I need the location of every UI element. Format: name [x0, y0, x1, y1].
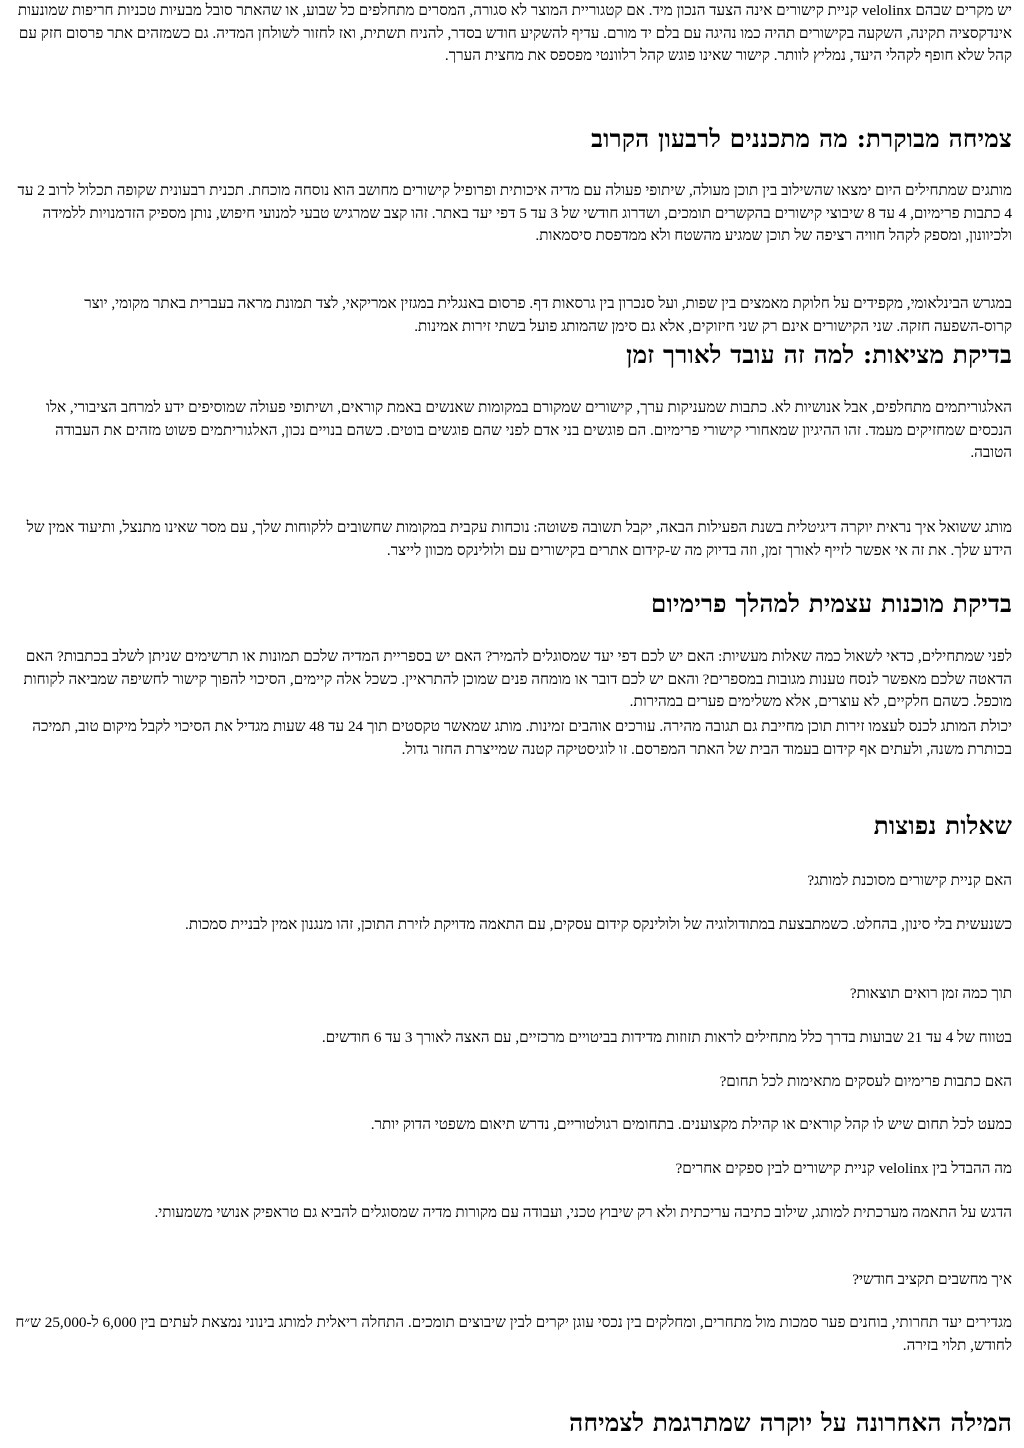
section-paragraph: האלגוריתמים מתחלפים, אבל אנושיות לא. כתבות שמעניקות ערך, קישורים שמקורם במקומות שאנשים באמת קוראים, ושיתופי פעולה שמוסיפים ידע למרחב הציבורי, אלו הנכסים שמחזיקים מעמד. זהו ההיגיון שמאחורי קישורי פרימיום. הם פוגשים בני אדם לפני שהם פוגשים בוטים. כשהם בנויים נכון, האלגוריתמים פשוט מזהים את העבודה הטובה.	[46, 399, 1012, 461]
faq-question: האם כתבות פרימיום לעסקים מתאימות לכל תחום?	[719, 1073, 1012, 1090]
faq-answer: מגדירים יעד תחרותי, בוחנים פער סמכות מול מתחרים, ומחלקים בין נכסי עוגן יקרים לבין שיבוצים תומכים. התחלה ריאלית למותג בינוני נמצאת לעתים בין 6,000 ל-25,000 ש״ח לחודש, תלוי בזירה.	[15, 1314, 1012, 1354]
section-heading-reality-check: בדיקת מציאות: למה זה עובד לאורך זמן	[626, 340, 1012, 369]
faq-question: האם קניית קישורים מסוכנת למותג?	[807, 872, 1012, 889]
section-paragraph: לפני שמתחילים, כדאי לשאול כמה שאלות מעשיות: האם יש לכם דפי יעד שמסוגלים להמיר? האם יש בספריית המדיה שלכם תמונות או תרשימים שניתן לשלב בכתבות? האם הדאטה שלכם מאפשר לנסח טענות מגובות במספרים? והאם יש לכם דובר או מומחה פנים שמוכן להתראיין. כשכל אלה קיימים, הסיכוי להפוך קישור לחשיפה שמביאה לקוחות מוכפל. כשהם חלקיים, לא עוצרים, אלא משלימים פערים במהירות.	[23, 648, 1012, 710]
final-section-heading: המילה האחרונה על יוקרה שמתרגמת לצמיחה	[569, 1408, 1012, 1437]
section-paragraph: במגרש הבינלאומי, מקפידים על חלוקת מאמצים בין שפות, ועל סנכרון בין גרסאות דף. פרסום באנגלית במגזין אמריקאי, לצד תמונת מראה בעברית באתר מקומי, יוצר קרוס-השפעה חזקה. שני הקישורים אינם רק שני חיזוקים, אלא גם סימן שהמותג פועל בשתי זירות אמינות.	[84, 295, 1012, 335]
section-paragraph: מותגים שמתחילים היום ימצאו שהשילוב בין תוכן מעולה, שיתופי פעולה עם מדיה איכותית ופרופיל קישורים מחושב הוא נוסחה מוכחת. תכנית רבעונית שקופה תכלול לרוב 2 עד 4 כתבות פרימיום, 4 עד 8 שיבוצי קישורים בהקשרים תומכים, ושדרוג חודשי של 3 עד 5 דפי יעד באתר. זהו קצב שמרגיש טבעי למנועי חיפוש, נותן מספיק הזדמנויות ללמידה ולכיוונון, ומספק לקהל חוויה רציפה של תוכן שמגיע מהשטח ולא ממדפסת סיסמאות.	[17, 182, 1012, 244]
faq-question: מה ההבדל בין velolinx קניית קישורים לבין ספקים אחרים?	[675, 1160, 1012, 1177]
section-paragraph: מותג ששואל איך נראית יוקרה דיגיטלית בשנת הפעילות הבאה, יקבל תשובה פשוטה: נוכחות עקבית במקומות שחשובים ללקוחות שלך, עם מסר שאינו מתנצל, ותיעוד אמין של הידע שלך. את זה אי אפשר לזייף לאורך זמן, וזה בדיוק מה ש-קידום אתרים בקישורים עם ולולינקס מכוון לייצר.	[26, 519, 1012, 559]
faq-answer: בטווח של 4 עד 21 שבועות בדרך כלל מתחילים לראות תזוזות מדידות בביטויים מרכזיים, עם האצה לאורך 3 עד 6 חודשים.	[321, 1029, 1012, 1046]
faq-question: איך מחשבים תקציב חודשי?	[852, 1271, 1012, 1288]
section-heading-readiness: בדיקת מוכנות עצמית למהלך פרימיום	[651, 589, 1012, 618]
faq-question: תוך כמה זמן רואים תוצאות?	[849, 985, 1012, 1002]
intro-paragraph: יש מקרים שבהם velolinx קניית קישורים אינה הצעד הנכון מיד. אם קטגוריית המוצר לא סגורה, המסרים מתחלפים כל שבוע, או שהאתר סובל מבעיות טכניות חריפות שמונעות אינדקסציה תקינה, השקעה בקישורים תהיה כמו נהיגה עם בלם יד מורם. עדיף להשקיע חודש בסדר, להניח תשתית, ואז לחזור לשולחן המדיה. גם כשמזהים אתר פרסום חזק עם קהל שלא חופף לקהלי היעד, נמליץ לוותר. קישור שאינו פוגש קהל רלוונטי מפספס את מחצית הערך.	[17, 2, 1012, 64]
faq-answer: כמעט לכל תחום שיש לו קהל קוראים או קהילת מקצוענים. בתחומים רגולטוריים, נדרש תיאום משפטי הדוק יותר.	[370, 1116, 1012, 1133]
faq-answer: כשנעשית בלי סינון, בהחלט. כשמתבצעת במתודולוגיה של ולולינקס קידום עסקים, עם התאמה מדויקת לזירת התוכן, זהו מנגנון אמין לבניית סמכות.	[185, 916, 1012, 933]
faq-answer: הדגש על התאמה מערכתית למותג, שילוב כתיבה עריכתית ולא רק שיבוץ טכני, ועבודה עם מקורות מדיה שמסוגלים להביא גם טראפיק אנושי משמעותי.	[154, 1204, 1012, 1221]
faq-heading: שאלות נפוצות	[873, 811, 1012, 840]
section-paragraph: יכולת המותג לכנס לעצמו זירות תוכן מחייבת גם תגובה מהירה. עורכים אוהבים זמינות. מותג שמאשר טקסטים תוך 24 עד 48 שעות מגדיל את הסיכוי לקבל מיקום טוב, תמיכה בכותרת משנה, ולעתים אף קידום בעמוד הבית של האתר המפרסם. זו לוגיסטיקה קטנה שמייצרת החזר גדול.	[32, 718, 1012, 758]
section-heading-growth: צמיחה מבוקרת: מה מתכננים לרבעון הקרוב	[591, 124, 1012, 153]
